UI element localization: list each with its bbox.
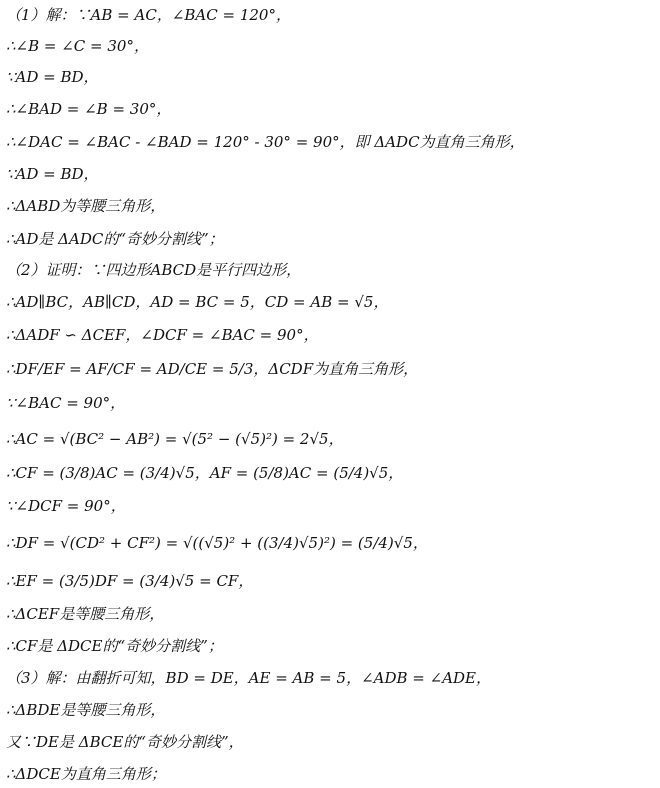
solution-line-17: ∴DF = √(CD² + CF²) = √((√5)² + ((3/4)√5)²) = (5/4)√5， [6,534,428,552]
solution-line-14: ∴AC = √(BC² − AB²) = √(5² − (√5)²) = 2√5， [6,430,344,448]
solution-line-21: （3）解：由翻折可知，BD = DE，AE = AB = 5，∠ADB = ∠ADE， [6,669,491,687]
solution-line-20: ∴CF是 ΔDCE的“奇妙分割线”； [6,637,223,655]
solution-line-3: ∵AD = BD， [6,68,99,86]
solution-line-7: ∴ΔABD为等腰三角形， [6,197,166,215]
solution-line-13: ∵∠BAC = 90°， [6,394,126,412]
solution-line-12: ∴DF/EF = AF/CF = AD/CE = 5/3，ΔCDF为直角三角形， [6,360,419,378]
solution-line-4: ∴∠BAD = ∠B = 30°， [6,100,172,118]
solution-line-19: ∴ΔCEF是等腰三角形， [6,605,165,623]
solution-line-2: ∴∠B = ∠C = 30°， [6,37,149,55]
solution-line-16: ∵∠DCF = 90°， [6,497,126,515]
solution-line-18: ∴EF = (3/5)DF = (3/4)√5 = CF， [6,572,254,590]
solution-line-5: ∴∠DAC = ∠BAC - ∠BAD = 120° - 30° = 90°，即 ΔADC为直角三角形， [6,133,525,151]
solution-line-1: （1）解：∵AB = AC，∠BAC = 120°， [6,6,291,24]
solution-line-6: ∵AD = BD， [6,165,99,183]
solution-line-23: 又∵DE是 ΔBCE的“奇妙分割线”， [6,733,244,751]
solution-line-9: （2）证明：∵四边形ABCD是平行四边形， [6,261,302,279]
solution-line-11: ∴ΔADF ∽ ΔCEF，∠DCF = ∠BAC = 90°， [6,326,319,344]
solution-line-15: ∴CF = (3/8)AC = (3/4)√5，AF = (5/8)AC = (5/4)√5， [6,464,404,482]
solution-line-22: ∴ΔBDE是等腰三角形， [6,701,166,719]
solution-line-10: ∴AD∥BC，AB∥CD，AD = BC = 5，CD = AB = √5， [6,293,389,311]
solution-line-24: ∴ΔDCE为直角三角形； [6,765,166,783]
solution-line-8: ∴AD是 ΔADC的“奇妙分割线”； [6,230,224,248]
